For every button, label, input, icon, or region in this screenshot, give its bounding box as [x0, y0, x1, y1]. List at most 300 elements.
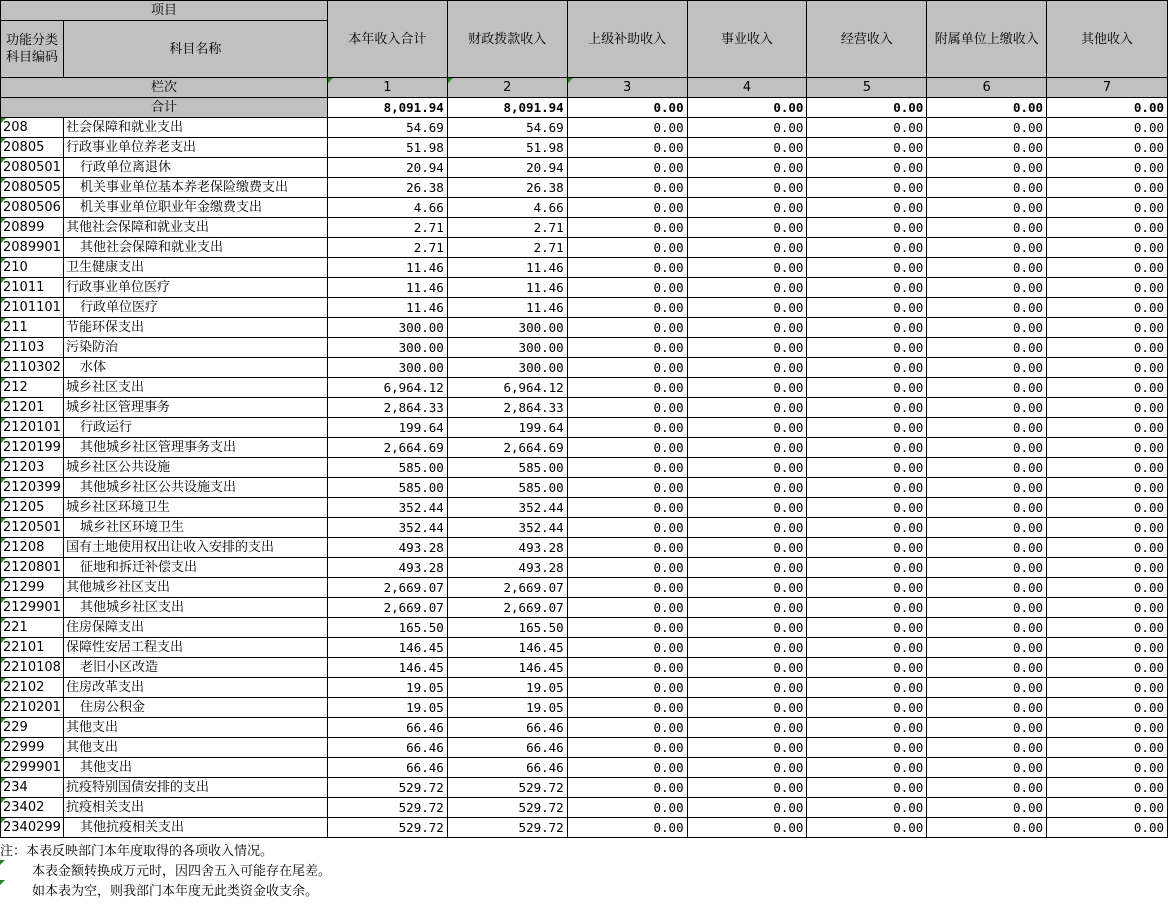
row-value[interactable]: 146.45 — [327, 658, 447, 678]
row-value[interactable]: 6,964.12 — [327, 378, 447, 398]
row-value[interactable]: 0.00 — [807, 698, 927, 718]
row-name[interactable]: 行政运行 — [63, 418, 327, 438]
row-value[interactable]: 19.05 — [327, 698, 447, 718]
col-superior-subsidy[interactable]: 上级补助收入 — [567, 1, 687, 78]
row-value[interactable]: 0.00 — [807, 338, 927, 358]
row-code[interactable]: 2080506 — [1, 198, 64, 218]
row-value[interactable]: 0.00 — [1047, 238, 1168, 258]
row-value[interactable]: 0.00 — [687, 418, 807, 438]
row-value[interactable]: 0.00 — [1047, 138, 1168, 158]
row-value[interactable]: 0.00 — [1047, 618, 1168, 638]
row-name[interactable]: 其他支出 — [63, 758, 327, 778]
row-value[interactable]: 0.00 — [927, 198, 1047, 218]
row-value[interactable]: 0.00 — [1047, 218, 1168, 238]
row-value[interactable]: 0.00 — [687, 258, 807, 278]
row-value[interactable]: 0.00 — [927, 638, 1047, 658]
row-code[interactable]: 2101101 — [1, 298, 64, 318]
row-value[interactable]: 493.28 — [447, 558, 567, 578]
row-value[interactable]: 0.00 — [687, 538, 807, 558]
row-value[interactable]: 0.00 — [1047, 298, 1168, 318]
table-row[interactable] — [1, 158, 1168, 178]
col-operating-income[interactable]: 经营收入 — [807, 1, 927, 78]
row-value[interactable]: 0.00 — [567, 358, 687, 378]
row-value[interactable]: 300.00 — [327, 338, 447, 358]
row-code[interactable]: 20899 — [1, 218, 64, 238]
row-value[interactable]: 0.00 — [567, 538, 687, 558]
col-number[interactable]: 4 — [687, 78, 807, 98]
row-name[interactable]: 抗疫特别国债安排的支出 — [63, 778, 327, 798]
row-value[interactable]: 2.71 — [327, 218, 447, 238]
row-value[interactable]: 0.00 — [807, 478, 927, 498]
row-code[interactable]: 2120399 — [1, 478, 64, 498]
row-value[interactable]: 0.00 — [567, 678, 687, 698]
row-name[interactable]: 其他支出 — [63, 718, 327, 738]
row-value[interactable]: 199.64 — [327, 418, 447, 438]
row-value[interactable]: 0.00 — [567, 218, 687, 238]
col-number[interactable]: 5 — [807, 78, 927, 98]
row-value[interactable]: 0.00 — [807, 378, 927, 398]
row-value[interactable]: 0.00 — [1047, 278, 1168, 298]
row-value[interactable]: 66.46 — [327, 718, 447, 738]
row-value[interactable]: 0.00 — [1047, 478, 1168, 498]
row-name[interactable]: 抗疫相关支出 — [63, 798, 327, 818]
row-value[interactable]: 0.00 — [1047, 398, 1168, 418]
row-value[interactable]: 0.00 — [687, 778, 807, 798]
row-value[interactable]: 0.00 — [927, 178, 1047, 198]
table-row[interactable] — [1, 418, 1168, 438]
row-value[interactable]: 0.00 — [687, 658, 807, 678]
total-value[interactable]: 0.00 — [567, 98, 687, 118]
row-value[interactable]: 0.00 — [1047, 318, 1168, 338]
row-value[interactable]: 0.00 — [807, 598, 927, 618]
row-value[interactable]: 66.46 — [447, 738, 567, 758]
row-value[interactable]: 0.00 — [567, 698, 687, 718]
row-value[interactable]: 300.00 — [327, 318, 447, 338]
row-value[interactable]: 352.44 — [327, 518, 447, 538]
row-value[interactable]: 0.00 — [1047, 818, 1168, 838]
row-value[interactable]: 0.00 — [567, 518, 687, 538]
row-value[interactable]: 0.00 — [1047, 198, 1168, 218]
row-name[interactable]: 其他城乡社区支出 — [63, 578, 327, 598]
row-value[interactable]: 0.00 — [567, 438, 687, 458]
row-value[interactable]: 0.00 — [807, 558, 927, 578]
row-value[interactable]: 0.00 — [567, 818, 687, 838]
row-value[interactable]: 0.00 — [567, 378, 687, 398]
row-value[interactable]: 0.00 — [807, 258, 927, 278]
row-name[interactable]: 城乡社区支出 — [63, 378, 327, 398]
row-value[interactable]: 0.00 — [1047, 638, 1168, 658]
table-row[interactable] — [1, 318, 1168, 338]
row-value[interactable]: 585.00 — [447, 458, 567, 478]
row-value[interactable]: 0.00 — [687, 698, 807, 718]
row-value[interactable]: 0.00 — [807, 158, 927, 178]
row-value[interactable]: 529.72 — [327, 818, 447, 838]
table-row[interactable] — [1, 558, 1168, 578]
row-value[interactable]: 0.00 — [1047, 738, 1168, 758]
row-value[interactable]: 0.00 — [807, 438, 927, 458]
row-value[interactable]: 2,864.33 — [327, 398, 447, 418]
table-row[interactable] — [1, 578, 1168, 598]
col-other-income[interactable]: 其他收入 — [1047, 1, 1168, 78]
row-value[interactable]: 585.00 — [327, 478, 447, 498]
row-value[interactable]: 0.00 — [567, 158, 687, 178]
row-value[interactable]: 0.00 — [807, 638, 927, 658]
row-value[interactable]: 0.00 — [567, 258, 687, 278]
row-value[interactable]: 146.45 — [447, 658, 567, 678]
row-value[interactable]: 300.00 — [327, 358, 447, 378]
table-row[interactable] — [1, 738, 1168, 758]
row-value[interactable]: 0.00 — [807, 238, 927, 258]
row-value[interactable]: 0.00 — [927, 618, 1047, 638]
row-value[interactable]: 0.00 — [927, 378, 1047, 398]
row-value[interactable]: 26.38 — [327, 178, 447, 198]
row-code[interactable]: 2120801 — [1, 558, 64, 578]
row-value[interactable]: 0.00 — [927, 798, 1047, 818]
row-name[interactable]: 机关事业单位职业年金缴费支出 — [63, 198, 327, 218]
row-value[interactable]: 0.00 — [1047, 538, 1168, 558]
row-value[interactable]: 0.00 — [807, 798, 927, 818]
row-value[interactable]: 2,664.69 — [327, 438, 447, 458]
row-name[interactable]: 住房公积金 — [63, 698, 327, 718]
row-value[interactable]: 0.00 — [807, 398, 927, 418]
table-row[interactable] — [1, 378, 1168, 398]
table-row[interactable] — [1, 778, 1168, 798]
row-value[interactable]: 0.00 — [807, 298, 927, 318]
row-value[interactable]: 529.72 — [327, 778, 447, 798]
row-value[interactable]: 0.00 — [567, 618, 687, 638]
row-name[interactable]: 城乡社区环境卫生 — [63, 518, 327, 538]
total-value[interactable]: 8,091.94 — [327, 98, 447, 118]
row-value[interactable]: 0.00 — [1047, 678, 1168, 698]
row-value[interactable]: 0.00 — [927, 518, 1047, 538]
table-row[interactable] — [1, 458, 1168, 478]
row-value[interactable]: 0.00 — [567, 118, 687, 138]
row-value[interactable]: 0.00 — [927, 298, 1047, 318]
row-value[interactable]: 0.00 — [807, 738, 927, 758]
row-value[interactable]: 0.00 — [927, 498, 1047, 518]
row-value[interactable]: 0.00 — [687, 298, 807, 318]
item-header[interactable]: 项目 — [1, 1, 328, 21]
row-value[interactable]: 0.00 — [1047, 698, 1168, 718]
row-value[interactable]: 0.00 — [567, 238, 687, 258]
row-value[interactable]: 0.00 — [807, 518, 927, 538]
row-code[interactable]: 208 — [1, 118, 64, 138]
row-value[interactable]: 0.00 — [1047, 758, 1168, 778]
row-value[interactable]: 0.00 — [687, 378, 807, 398]
row-value[interactable]: 0.00 — [687, 338, 807, 358]
row-value[interactable]: 0.00 — [927, 418, 1047, 438]
row-code[interactable]: 22102 — [1, 678, 64, 698]
row-value[interactable]: 0.00 — [687, 438, 807, 458]
row-value[interactable]: 0.00 — [687, 598, 807, 618]
row-value[interactable]: 0.00 — [927, 138, 1047, 158]
row-value[interactable]: 493.28 — [447, 538, 567, 558]
row-name[interactable]: 城乡社区环境卫生 — [63, 498, 327, 518]
row-name[interactable]: 城乡社区公共设施 — [63, 458, 327, 478]
table-row[interactable] — [1, 818, 1168, 838]
row-value[interactable]: 0.00 — [567, 778, 687, 798]
row-value[interactable]: 493.28 — [327, 538, 447, 558]
row-value[interactable]: 19.05 — [447, 678, 567, 698]
col-total-income[interactable]: 本年收入合计 — [327, 1, 447, 78]
row-value[interactable]: 352.44 — [447, 518, 567, 538]
table-row[interactable] — [1, 238, 1168, 258]
table-row[interactable] — [1, 498, 1168, 518]
total-value[interactable]: 8,091.94 — [447, 98, 567, 118]
row-value[interactable]: 0.00 — [1047, 258, 1168, 278]
row-value[interactable]: 300.00 — [447, 318, 567, 338]
row-value[interactable]: 0.00 — [567, 758, 687, 778]
table-row[interactable] — [1, 678, 1168, 698]
table-row[interactable] — [1, 538, 1168, 558]
row-value[interactable]: 2,669.07 — [447, 578, 567, 598]
row-value[interactable]: 0.00 — [807, 758, 927, 778]
row-value[interactable]: 0.00 — [1047, 658, 1168, 678]
row-value[interactable]: 51.98 — [327, 138, 447, 158]
row-name[interactable]: 行政事业单位医疗 — [63, 278, 327, 298]
row-value[interactable]: 0.00 — [687, 218, 807, 238]
row-value[interactable]: 0.00 — [807, 198, 927, 218]
row-value[interactable]: 0.00 — [927, 818, 1047, 838]
row-value[interactable]: 0.00 — [687, 318, 807, 338]
row-value[interactable]: 0.00 — [567, 298, 687, 318]
row-value[interactable]: 2.71 — [447, 218, 567, 238]
row-value[interactable]: 0.00 — [927, 738, 1047, 758]
row-value[interactable]: 0.00 — [927, 258, 1047, 278]
row-value[interactable]: 0.00 — [1047, 358, 1168, 378]
table-row[interactable] — [1, 618, 1168, 638]
row-value[interactable]: 11.46 — [447, 258, 567, 278]
table-row[interactable] — [1, 198, 1168, 218]
row-name[interactable]: 污染防治 — [63, 338, 327, 358]
row-value[interactable]: 352.44 — [327, 498, 447, 518]
row-name[interactable]: 其他抗疫相关支出 — [63, 818, 327, 838]
row-value[interactable]: 4.66 — [447, 198, 567, 218]
row-value[interactable]: 199.64 — [447, 418, 567, 438]
total-value[interactable]: 0.00 — [807, 98, 927, 118]
row-name[interactable]: 节能环保支出 — [63, 318, 327, 338]
row-code[interactable]: 2080505 — [1, 178, 64, 198]
row-value[interactable]: 0.00 — [567, 718, 687, 738]
row-value[interactable]: 0.00 — [687, 818, 807, 838]
row-value[interactable]: 0.00 — [567, 558, 687, 578]
row-name[interactable]: 住房改革支出 — [63, 678, 327, 698]
row-value[interactable]: 0.00 — [567, 338, 687, 358]
row-value[interactable]: 0.00 — [567, 138, 687, 158]
row-value[interactable]: 0.00 — [687, 458, 807, 478]
col-business-income[interactable]: 事业收入 — [687, 1, 807, 78]
row-value[interactable]: 2,669.07 — [327, 578, 447, 598]
row-code[interactable]: 2120199 — [1, 438, 64, 458]
row-value[interactable]: 300.00 — [447, 338, 567, 358]
row-code[interactable]: 21205 — [1, 498, 64, 518]
total-value[interactable]: 0.00 — [927, 98, 1047, 118]
row-value[interactable]: 0.00 — [567, 658, 687, 678]
row-value[interactable]: 2.71 — [447, 238, 567, 258]
row-value[interactable]: 0.00 — [567, 498, 687, 518]
row-name[interactable]: 老旧小区改造 — [63, 658, 327, 678]
row-value[interactable]: 2,669.07 — [447, 598, 567, 618]
row-code[interactable]: 2110302 — [1, 358, 64, 378]
row-value[interactable]: 0.00 — [687, 238, 807, 258]
row-value[interactable]: 0.00 — [927, 558, 1047, 578]
row-value[interactable]: 6,964.12 — [447, 378, 567, 398]
row-code[interactable]: 21103 — [1, 338, 64, 358]
row-value[interactable]: 0.00 — [807, 578, 927, 598]
table-row[interactable] — [1, 518, 1168, 538]
row-code[interactable]: 21203 — [1, 458, 64, 478]
row-code[interactable]: 23402 — [1, 798, 64, 818]
row-value[interactable]: 0.00 — [927, 238, 1047, 258]
row-value[interactable]: 165.50 — [327, 618, 447, 638]
row-code[interactable]: 2120501 — [1, 518, 64, 538]
row-value[interactable]: 0.00 — [927, 278, 1047, 298]
row-value[interactable]: 300.00 — [447, 358, 567, 378]
row-value[interactable]: 0.00 — [687, 198, 807, 218]
row-name[interactable]: 征地和拆迁补偿支出 — [63, 558, 327, 578]
row-value[interactable]: 0.00 — [1047, 378, 1168, 398]
row-value[interactable]: 4.66 — [327, 198, 447, 218]
row-name[interactable]: 机关事业单位基本养老保险缴费支出 — [63, 178, 327, 198]
col-affiliate-income[interactable]: 附属单位上缴收入 — [927, 1, 1047, 78]
row-code[interactable]: 21011 — [1, 278, 64, 298]
row-code[interactable]: 229 — [1, 718, 64, 738]
row-value[interactable]: 0.00 — [807, 778, 927, 798]
row-name[interactable]: 国有土地使用权出让收入安排的支出 — [63, 538, 327, 558]
row-value[interactable]: 0.00 — [927, 118, 1047, 138]
row-value[interactable]: 11.46 — [447, 298, 567, 318]
row-value[interactable]: 0.00 — [567, 478, 687, 498]
row-value[interactable]: 20.94 — [327, 158, 447, 178]
row-value[interactable]: 66.46 — [447, 758, 567, 778]
row-value[interactable]: 0.00 — [687, 638, 807, 658]
row-value[interactable]: 0.00 — [927, 678, 1047, 698]
row-value[interactable]: 0.00 — [687, 798, 807, 818]
row-code[interactable]: 22101 — [1, 638, 64, 658]
row-value[interactable]: 0.00 — [927, 598, 1047, 618]
row-code[interactable]: 2129901 — [1, 598, 64, 618]
row-value[interactable]: 0.00 — [927, 778, 1047, 798]
row-code[interactable]: 22999 — [1, 738, 64, 758]
row-value[interactable]: 0.00 — [807, 538, 927, 558]
row-value[interactable]: 0.00 — [687, 138, 807, 158]
row-value[interactable]: 0.00 — [1047, 438, 1168, 458]
table-row[interactable] — [1, 338, 1168, 358]
row-value[interactable]: 0.00 — [1047, 558, 1168, 578]
row-value[interactable]: 0.00 — [807, 458, 927, 478]
total-value[interactable]: 0.00 — [1047, 98, 1168, 118]
table-row[interactable] — [1, 478, 1168, 498]
row-value[interactable]: 66.46 — [327, 758, 447, 778]
table-row[interactable] — [1, 658, 1168, 678]
row-value[interactable]: 0.00 — [927, 538, 1047, 558]
row-name[interactable]: 保障性安居工程支出 — [63, 638, 327, 658]
col-number[interactable]: 1 — [327, 78, 447, 98]
row-value[interactable]: 19.05 — [327, 678, 447, 698]
row-value[interactable]: 352.44 — [447, 498, 567, 518]
table-row[interactable] — [1, 358, 1168, 378]
row-value[interactable]: 11.46 — [327, 278, 447, 298]
row-value[interactable]: 146.45 — [327, 638, 447, 658]
row-value[interactable]: 0.00 — [927, 218, 1047, 238]
row-value[interactable]: 0.00 — [927, 478, 1047, 498]
row-value[interactable]: 0.00 — [1047, 798, 1168, 818]
row-value[interactable]: 0.00 — [567, 458, 687, 478]
row-value[interactable]: 0.00 — [927, 458, 1047, 478]
row-name[interactable]: 住房保障支出 — [63, 618, 327, 638]
row-name[interactable]: 行政单位离退休 — [63, 158, 327, 178]
row-value[interactable]: 0.00 — [687, 358, 807, 378]
row-value[interactable]: 0.00 — [807, 278, 927, 298]
row-value[interactable]: 0.00 — [687, 178, 807, 198]
row-code[interactable]: 210 — [1, 258, 64, 278]
row-value[interactable]: 11.46 — [327, 298, 447, 318]
row-value[interactable]: 66.46 — [327, 738, 447, 758]
row-value[interactable]: 0.00 — [927, 318, 1047, 338]
row-value[interactable]: 529.72 — [327, 798, 447, 818]
name-col-header[interactable]: 科目名称 — [63, 21, 327, 78]
table-row[interactable] — [1, 298, 1168, 318]
row-value[interactable]: 0.00 — [687, 278, 807, 298]
row-value[interactable]: 0.00 — [567, 178, 687, 198]
col-number[interactable]: 3 — [567, 78, 687, 98]
table-row[interactable] — [1, 758, 1168, 778]
row-value[interactable]: 0.00 — [1047, 718, 1168, 738]
row-value[interactable]: 11.46 — [327, 258, 447, 278]
table-row[interactable] — [1, 718, 1168, 738]
table-row[interactable] — [1, 118, 1168, 138]
col-number[interactable]: 7 — [1047, 78, 1168, 98]
row-name[interactable]: 行政单位医疗 — [63, 298, 327, 318]
row-name[interactable]: 其他社会保障和就业支出 — [63, 238, 327, 258]
row-value[interactable]: 0.00 — [807, 218, 927, 238]
row-value[interactable]: 54.69 — [327, 118, 447, 138]
table-row[interactable] — [1, 638, 1168, 658]
table-row[interactable] — [1, 398, 1168, 418]
row-value[interactable]: 11.46 — [447, 278, 567, 298]
row-value[interactable]: 529.72 — [447, 798, 567, 818]
row-value[interactable]: 0.00 — [1047, 178, 1168, 198]
row-value[interactable]: 0.00 — [927, 358, 1047, 378]
row-value[interactable]: 2,669.07 — [327, 598, 447, 618]
row-value[interactable]: 0.00 — [1047, 158, 1168, 178]
row-name[interactable]: 卫生健康支出 — [63, 258, 327, 278]
table-row[interactable] — [1, 258, 1168, 278]
row-value[interactable]: 0.00 — [567, 638, 687, 658]
row-value[interactable]: 0.00 — [687, 718, 807, 738]
row-value[interactable]: 0.00 — [1047, 418, 1168, 438]
row-name[interactable]: 其他支出 — [63, 738, 327, 758]
row-value[interactable]: 19.05 — [447, 698, 567, 718]
row-code[interactable]: 2210108 — [1, 658, 64, 678]
row-code[interactable]: 21299 — [1, 578, 64, 598]
row-value[interactable]: 585.00 — [447, 478, 567, 498]
table-row[interactable] — [1, 218, 1168, 238]
row-value[interactable]: 0.00 — [687, 118, 807, 138]
row-value[interactable]: 0.00 — [807, 178, 927, 198]
row-value[interactable]: 0.00 — [927, 438, 1047, 458]
row-name[interactable]: 行政事业单位养老支出 — [63, 138, 327, 158]
row-value[interactable]: 0.00 — [807, 118, 927, 138]
row-value[interactable]: 0.00 — [927, 158, 1047, 178]
row-value[interactable]: 0.00 — [687, 758, 807, 778]
row-value[interactable]: 66.46 — [447, 718, 567, 738]
row-value[interactable]: 0.00 — [1047, 598, 1168, 618]
row-code[interactable]: 21208 — [1, 538, 64, 558]
row-name[interactable]: 其他城乡社区公共设施支出 — [63, 478, 327, 498]
row-code[interactable]: 221 — [1, 618, 64, 638]
row-value[interactable]: 0.00 — [687, 678, 807, 698]
